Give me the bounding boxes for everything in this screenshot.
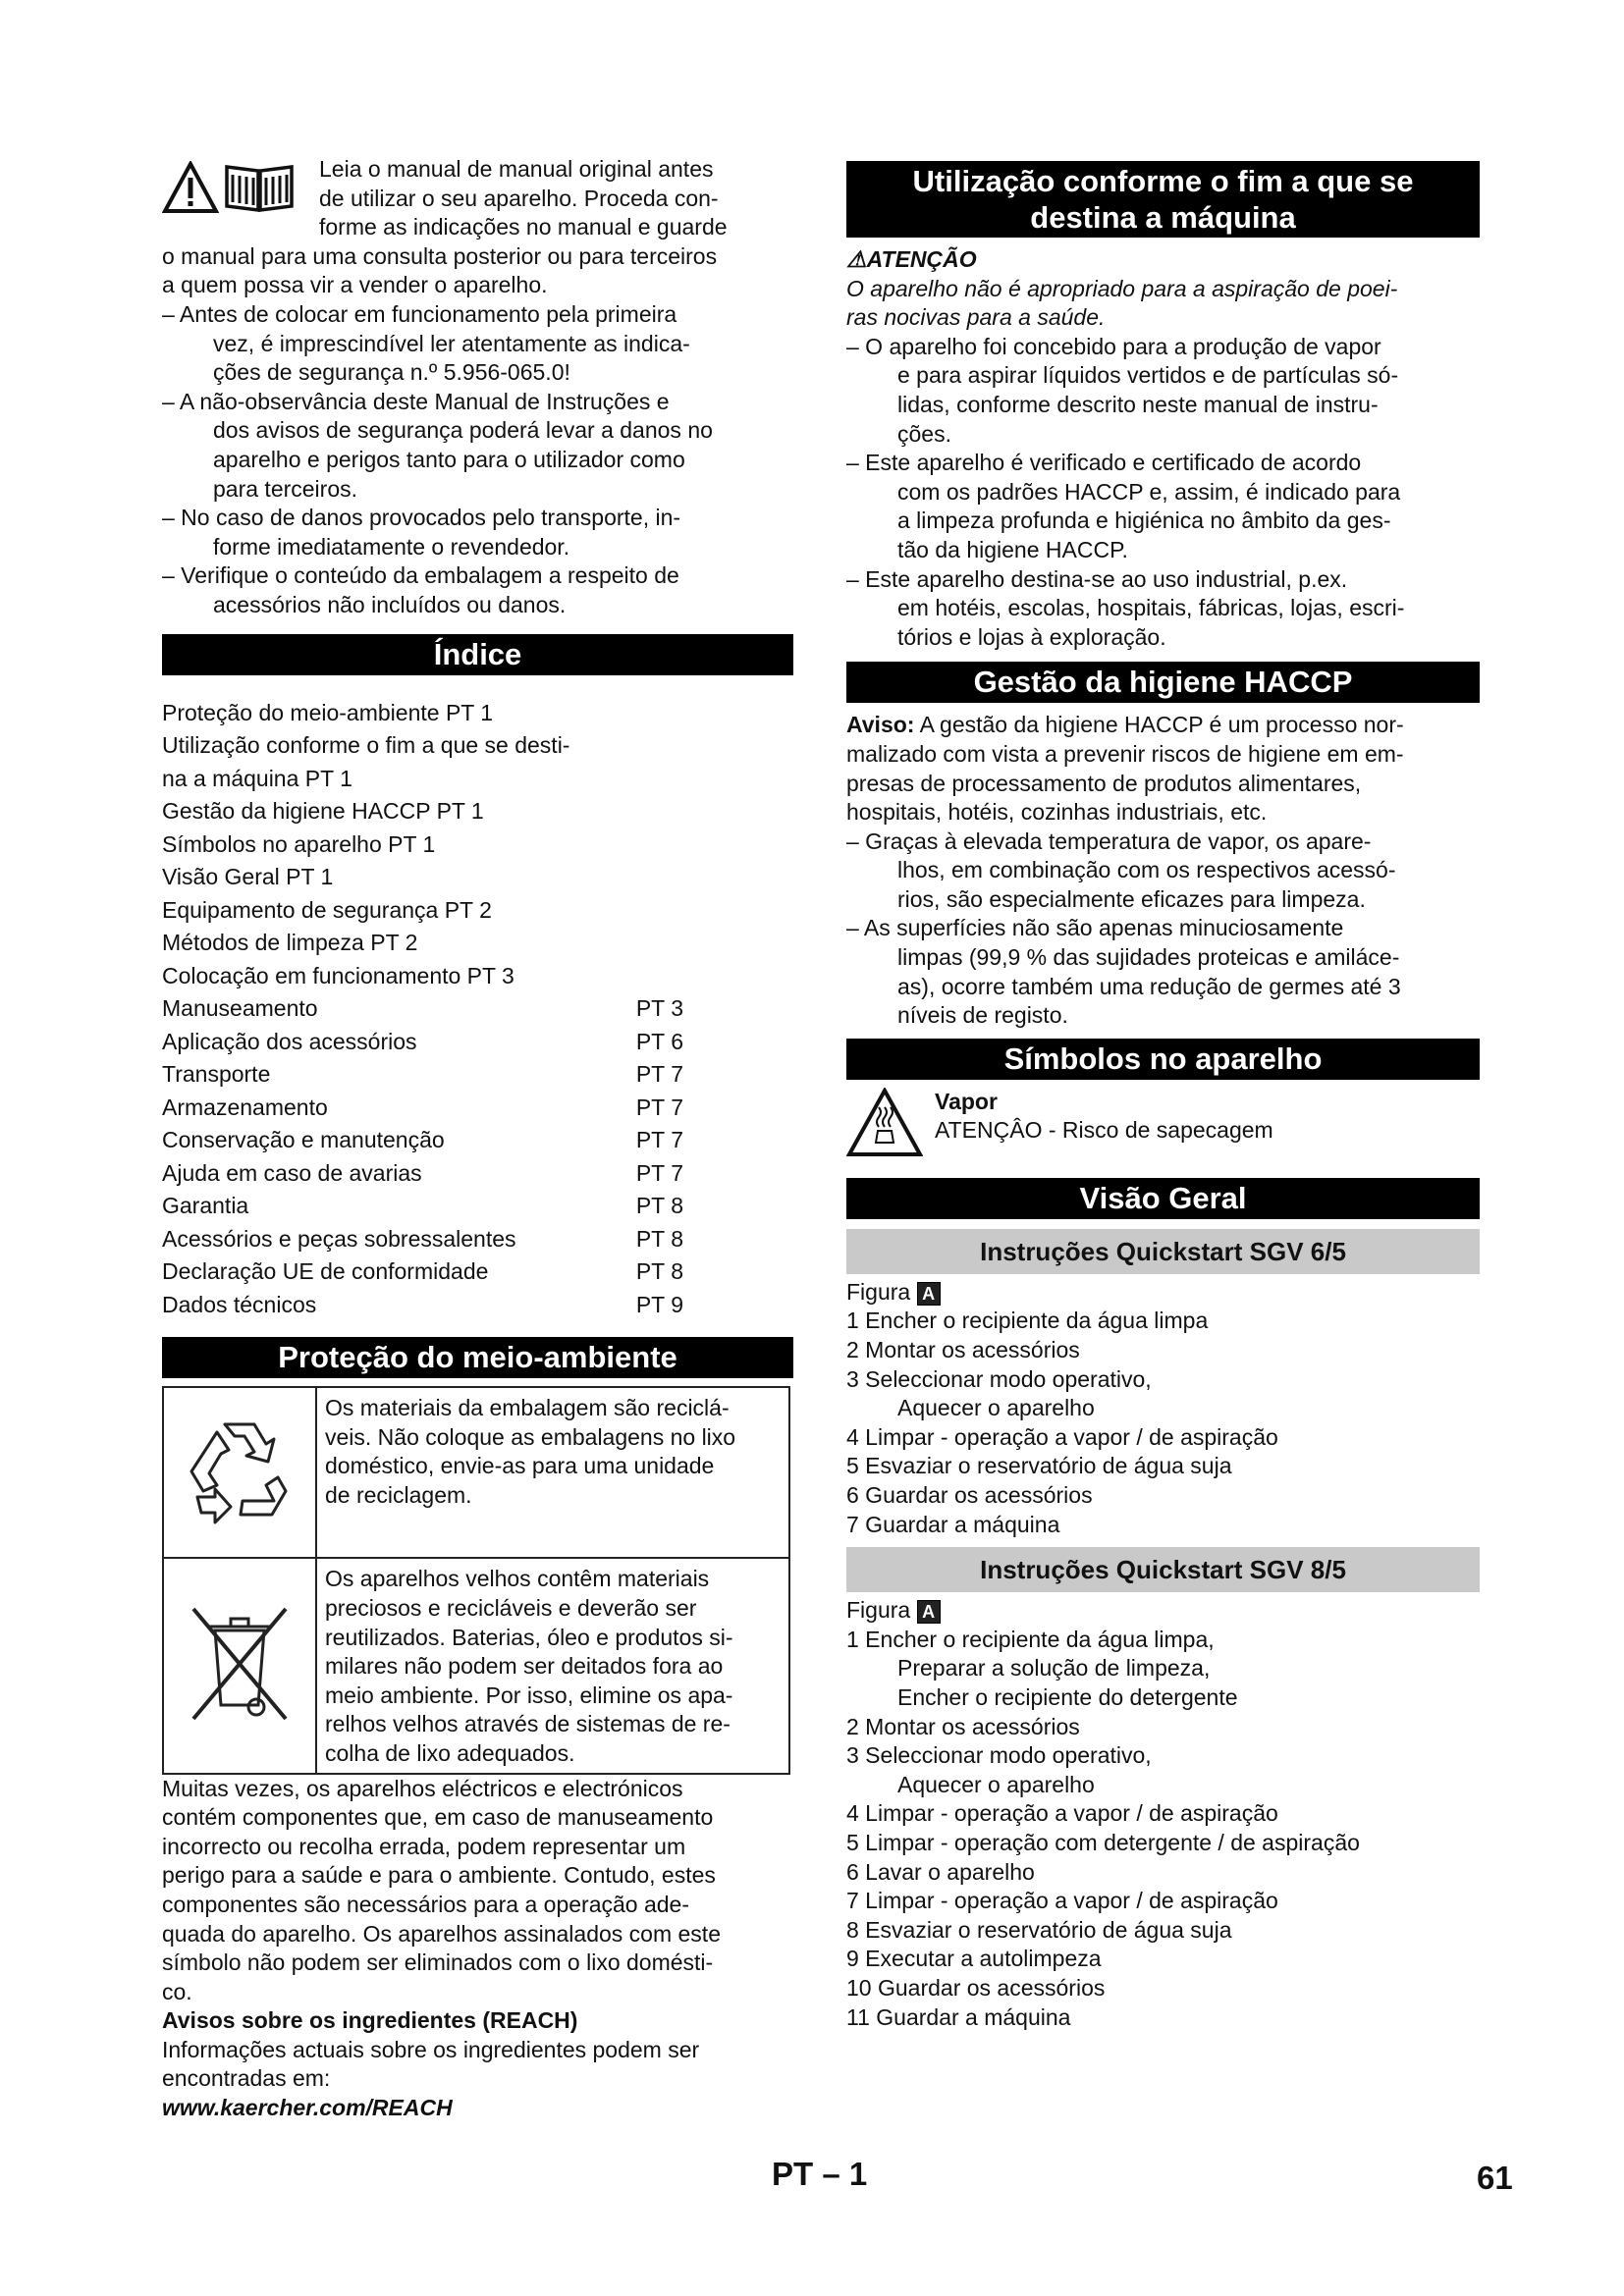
- bullet-cont: com os padrões HACCP e, assim, é indicado para: [897, 478, 1401, 505]
- figure-a-icon: A: [917, 1600, 941, 1624]
- vapor-label: Vapor: [935, 1088, 998, 1114]
- aviso-label: Aviso:: [846, 712, 915, 738]
- toc-entry[interactable]: Equipamento de segurança PT 2: [162, 896, 492, 923]
- para-line: Muitas vezes, os aparelhos eléctricos e electrónicos: [162, 1775, 683, 1801]
- vapor-description: ATENÇÂO - Risco de sapecagem: [935, 1117, 1273, 1144]
- bullet-cont: lhos, em combinação com os respectivos acessó-: [897, 857, 1396, 883]
- aviso-line: hospitais, hotéis, cozinhas industriais, etc.: [846, 799, 1268, 826]
- toc-entry[interactable]: Métodos de limpeza PT 2: [162, 930, 418, 955]
- intro-bullet: [162, 300, 793, 330]
- reach-heading: Avisos sobre os ingredientes (REACH): [162, 2007, 578, 2034]
- para-line: co.: [162, 1978, 192, 2004]
- step-line: 2 Montar os acessórios: [846, 1337, 1080, 1363]
- toc-label: Dados técnicos: [162, 1291, 317, 1317]
- intro-line: forme as indicações no manual e guarde: [319, 214, 728, 240]
- toc-entry[interactable]: Utilização conforme o fim a que se desti-: [162, 732, 570, 758]
- toc-label: Garantia: [162, 1193, 249, 1218]
- aviso-line: malizado com vista a prevenir riscos de higiene em em-: [846, 740, 1404, 767]
- para-line: Informações actuais sobre os ingredientes podem ser: [162, 2036, 700, 2062]
- cell-line: colha de lixo adequados.: [325, 1739, 575, 1766]
- footer-language-page: PT – 1: [772, 2156, 868, 2192]
- toc-page: PT 7: [635, 1061, 683, 1087]
- toc-page: PT 8: [635, 1258, 683, 1284]
- cell-line: relhos velhos através de sistemas de re-: [325, 1711, 731, 1737]
- cell-line: veis. Não coloque as embalagens no lixo: [325, 1423, 736, 1450]
- bullet-cont: em hotéis, escolas, hospitais, fábricas, lojas, escri-: [897, 595, 1405, 621]
- intro-line: a quem possa vir a vender o aparelho.: [162, 272, 548, 298]
- weee-text-cell: [316, 1558, 789, 1773]
- toc-page: PT 8: [635, 1193, 683, 1218]
- bullet-cont: para terceiros.: [213, 475, 358, 502]
- para-line: perigo para a saúde e para o ambiente. Contudo, estes: [162, 1862, 716, 1889]
- warning-triangle-icon: ⚠: [846, 246, 867, 272]
- toc-entry[interactable]: Gestão da higiene HACCP PT 1: [162, 798, 484, 824]
- cell-spacer: [325, 1510, 781, 1553]
- warning-title-text: ATENÇÃO: [866, 246, 977, 272]
- step-line: 6 Lavar o aparelho: [846, 1858, 1035, 1885]
- bullet-cont: as), ocorre também uma redução de germes até 3: [897, 973, 1401, 999]
- figure-ref: [846, 1278, 1480, 1308]
- cell-line: Os materiais da embalagem são reciclá-: [325, 1395, 730, 1420]
- cell-line: de reciclagem.: [325, 1481, 472, 1508]
- toc-label: Ajuda em caso de avarias: [162, 1159, 422, 1186]
- toc-row[interactable]: [162, 1190, 793, 1223]
- cell-line: doméstico, envie-as para uma unidade: [325, 1453, 715, 1479]
- vapor-symbol-block: [846, 1088, 1480, 1158]
- intro-icons: [162, 161, 296, 214]
- toc-label: Transporte: [162, 1061, 271, 1087]
- para-line: símbolo não podem ser eliminados com o lixo domésti-: [162, 1949, 714, 1976]
- toc-label: Armazenamento: [162, 1094, 328, 1120]
- aviso-line: presas de processamento de produtos alimentares,: [846, 770, 1362, 796]
- toc-page: PT 7: [635, 1127, 683, 1152]
- step-line: 10 Guardar os acessórios: [846, 1974, 1106, 2001]
- step-line: 5 Esvaziar o reservatório de água suja: [846, 1453, 1232, 1479]
- use-heading-line: Utilização conforme o fim a que se: [912, 164, 1414, 198]
- toc-page: PT 7: [635, 1159, 683, 1186]
- figure-label: Figura: [846, 1278, 911, 1305]
- quickstart-6-heading: Instruções Quickstart SGV 6/5: [846, 1229, 1480, 1274]
- step-line: 7 Limpar - operação a vapor / de aspiração: [846, 1888, 1278, 1914]
- toc-page: PT 6: [635, 1028, 683, 1054]
- step-line: 3 Seleccionar modo operativo,: [846, 1365, 1152, 1392]
- toc-page: PT 9: [635, 1291, 683, 1317]
- bullet-cont: limpas (99,9 % das sujidades proteicas e amiláce-: [897, 944, 1400, 971]
- step-line: 6 Guardar os acessórios: [846, 1482, 1093, 1508]
- recycle-cell: [163, 1387, 316, 1558]
- use-bullet: – Este aparelho é verificado e certificado de acordo: [846, 450, 1362, 476]
- bullet-cont: níveis de registo.: [897, 1002, 1068, 1029]
- environment-paragraph: [162, 1775, 793, 2123]
- step-line: Aquecer o aparelho: [897, 1771, 1095, 1797]
- step-line: 9 Executar a autolimpeza: [846, 1946, 1102, 1972]
- right-column: [846, 155, 1480, 2032]
- toc-row[interactable]: [162, 1255, 793, 1289]
- step-line: 1 Encher o recipiente da água limpa: [846, 1308, 1209, 1334]
- bullet-cont: ções.: [897, 420, 951, 447]
- hot-steam-warning-icon: [846, 1088, 923, 1158]
- step-line: Aquecer o aparelho: [897, 1395, 1095, 1421]
- toc-row[interactable]: [162, 1289, 793, 1322]
- toc-page: PT 8: [635, 1225, 683, 1252]
- bullet-cont: acessórios não incluídos ou danos.: [213, 591, 567, 617]
- table-of-contents: [162, 697, 793, 1322]
- cell-line: reutilizados. Baterias, óleo e produtos si-: [325, 1624, 733, 1650]
- toc-row[interactable]: [162, 1223, 793, 1256]
- environment-table: [162, 1386, 790, 1775]
- toc-row[interactable]: [162, 1092, 793, 1125]
- manual-book-icon: [223, 161, 296, 214]
- toc-label: Manuseamento: [162, 995, 318, 1021]
- weee-cell: [163, 1558, 316, 1773]
- cell-line: preciosos e recicláveis e deverão ser: [325, 1594, 697, 1621]
- bullet-cont: aparelho e perigos tanto para o utilizador como: [213, 446, 685, 472]
- warning-line: ras nocivas para a saúde.: [846, 304, 1106, 331]
- figure-a-icon: A: [917, 1282, 941, 1306]
- toc-page: PT 7: [635, 1094, 683, 1120]
- index-heading: Índice: [162, 634, 793, 675]
- bullet-cont: tórios e lojas à exploração.: [897, 623, 1166, 650]
- haccp-aviso: [846, 711, 1480, 740]
- toc-label: Acessórios e peças sobressalentes: [162, 1225, 516, 1252]
- step-line: 7 Guardar a máquina: [846, 1511, 1060, 1537]
- intro-section: [162, 155, 793, 620]
- step-line: 5 Limpar - operação com detergente / de aspiração: [846, 1829, 1360, 1855]
- reach-link[interactable]: www.kaercher.com/REACH: [162, 2095, 453, 2121]
- toc-row[interactable]: [162, 992, 793, 1026]
- toc-entry[interactable]: Proteção do meio-ambiente PT 1: [162, 699, 494, 725]
- intro-line: o manual para uma consulta posterior ou para terceiros: [162, 242, 718, 269]
- bullet-cont: rios, são especialmente eficazes para limpeza.: [897, 885, 1366, 912]
- intro-bullet: – No caso de danos provocados pelo transporte, in-: [162, 505, 681, 531]
- toc-label: Declaração UE de conformidade: [162, 1258, 489, 1284]
- step-line: 3 Seleccionar modo operativo,: [846, 1742, 1152, 1769]
- left-column: [162, 155, 793, 2123]
- aviso-text: A gestão da higiene HACCP é um processo nor-: [914, 712, 1404, 738]
- cell-line: milares não podem ser deitados fora ao: [325, 1653, 724, 1680]
- para-line: encontradas em:: [162, 2065, 331, 2092]
- use-heading-line: destina a máquina: [1030, 200, 1296, 235]
- figure-ref: [846, 1596, 1480, 1626]
- step-line: Preparar a solução de limpeza,: [897, 1655, 1211, 1682]
- intro-bullet: – A não-observância deste Manual de Instruções e: [162, 388, 670, 414]
- recycle-icon: [182, 1411, 298, 1528]
- toc-entry[interactable]: Colocação em funcionamento PT 3: [162, 962, 514, 988]
- toc-label: Conservação e manutenção: [162, 1127, 445, 1152]
- toc-row[interactable]: [162, 1124, 793, 1157]
- bullet-cont: tão da higiene HACCP.: [897, 536, 1128, 562]
- intro-line: de utilizar o seu aparelho. Proceda con-: [319, 185, 719, 211]
- step-line: 8 Esvaziar o reservatório de água suja: [846, 1916, 1232, 1943]
- bullet-cont: ções de segurança n.º 5.956-065.0!: [213, 359, 570, 386]
- recycle-text-cell: [316, 1387, 789, 1558]
- step-line: Encher o recipiente do detergente: [897, 1683, 1238, 1710]
- para-line: componentes são necessários para a operação ade-: [162, 1891, 690, 1917]
- cell-line: meio ambiente. Por isso, elimine os apa-: [325, 1682, 733, 1708]
- warning-icon: [162, 161, 219, 214]
- bullet-cont: vez, é imprescindível ler atentamente as indica-: [213, 330, 690, 356]
- bullet-cont: a limpeza profunda e higiénica no âmbito da ges-: [897, 507, 1391, 534]
- para-line: quada do aparelho. Os aparelhos assinalados com este: [162, 1920, 721, 1947]
- cell-line: Os aparelhos velhos contêm materiais: [325, 1566, 710, 1592]
- symbols-heading: Símbolos no aparelho: [846, 1039, 1480, 1080]
- toc-row[interactable]: [162, 1058, 793, 1092]
- haccp-heading: Gestão da higiene HACCP: [846, 662, 1480, 703]
- intro-bullet: – Verifique o conteúdo da embalagem a respeito de: [162, 562, 679, 589]
- quickstart-8-heading: Instruções Quickstart SGV 8/5: [846, 1547, 1480, 1592]
- bullet-text: – Antes de colocar em funcionamento pela primeira: [162, 300, 677, 327]
- haccp-bullet: – Graças à elevada temperatura de vapor, os apare-: [846, 828, 1372, 854]
- step-line: 2 Montar os acessórios: [846, 1713, 1080, 1739]
- step-line: 4 Limpar - operação a vapor / de aspiração: [846, 1800, 1278, 1827]
- use-bullet: – Este aparelho destina-se ao uso industrial, p.ex.: [846, 565, 1348, 592]
- haccp-bullet: – As superfícies não são apenas minuciosamente: [846, 915, 1344, 941]
- environment-heading: Proteção do meio-ambiente: [162, 1337, 793, 1378]
- figure-label: Figura: [846, 1597, 911, 1624]
- step-line: 11 Guardar a máquina: [846, 2003, 1071, 2030]
- bullet-cont: e para aspirar líquidos vertidos e de partículas só-: [897, 362, 1399, 389]
- toc-row[interactable]: [162, 1157, 793, 1191]
- warning-title: [846, 245, 1480, 275]
- intro-line: Leia o manual de manual original antes: [319, 156, 714, 182]
- step-line: 1 Encher o recipiente da água limpa,: [846, 1626, 1215, 1652]
- use-heading: [846, 161, 1480, 238]
- para-line: incorrecto ou recolha errada, podem representar um: [162, 1833, 686, 1859]
- vapor-text: [935, 1088, 1273, 1158]
- toc-label: Aplicação dos acessórios: [162, 1028, 417, 1054]
- para-line: contém componentes que, em caso de manuseamento: [162, 1804, 714, 1831]
- toc-row[interactable]: [162, 1026, 793, 1059]
- bullet-cont: dos avisos de segurança poderá levar a danos no: [213, 417, 713, 444]
- step-line: 4 Limpar - operação a vapor / de aspiração: [846, 1423, 1278, 1450]
- toc-entry[interactable]: Visão Geral PT 1: [162, 864, 334, 889]
- crossed-bin-icon: [186, 1599, 294, 1727]
- bullet-cont: lidas, conforme descrito neste manual de instru-: [897, 391, 1379, 417]
- toc-entry[interactable]: na a máquina PT 1: [162, 765, 352, 791]
- overview-heading: Visão Geral: [846, 1178, 1480, 1219]
- bullet-cont: forme imediatamente o revendedor.: [213, 533, 570, 560]
- footer-page-number: 61: [1477, 2160, 1513, 2196]
- use-bullet: – O aparelho foi concebido para a produção de vapor: [846, 333, 1381, 359]
- toc-entry[interactable]: Símbolos no aparelho PT 1: [162, 830, 436, 857]
- warning-line: O aparelho não é apropriado para a aspiração de poei-: [846, 275, 1398, 301]
- toc-page: PT 3: [635, 995, 683, 1021]
